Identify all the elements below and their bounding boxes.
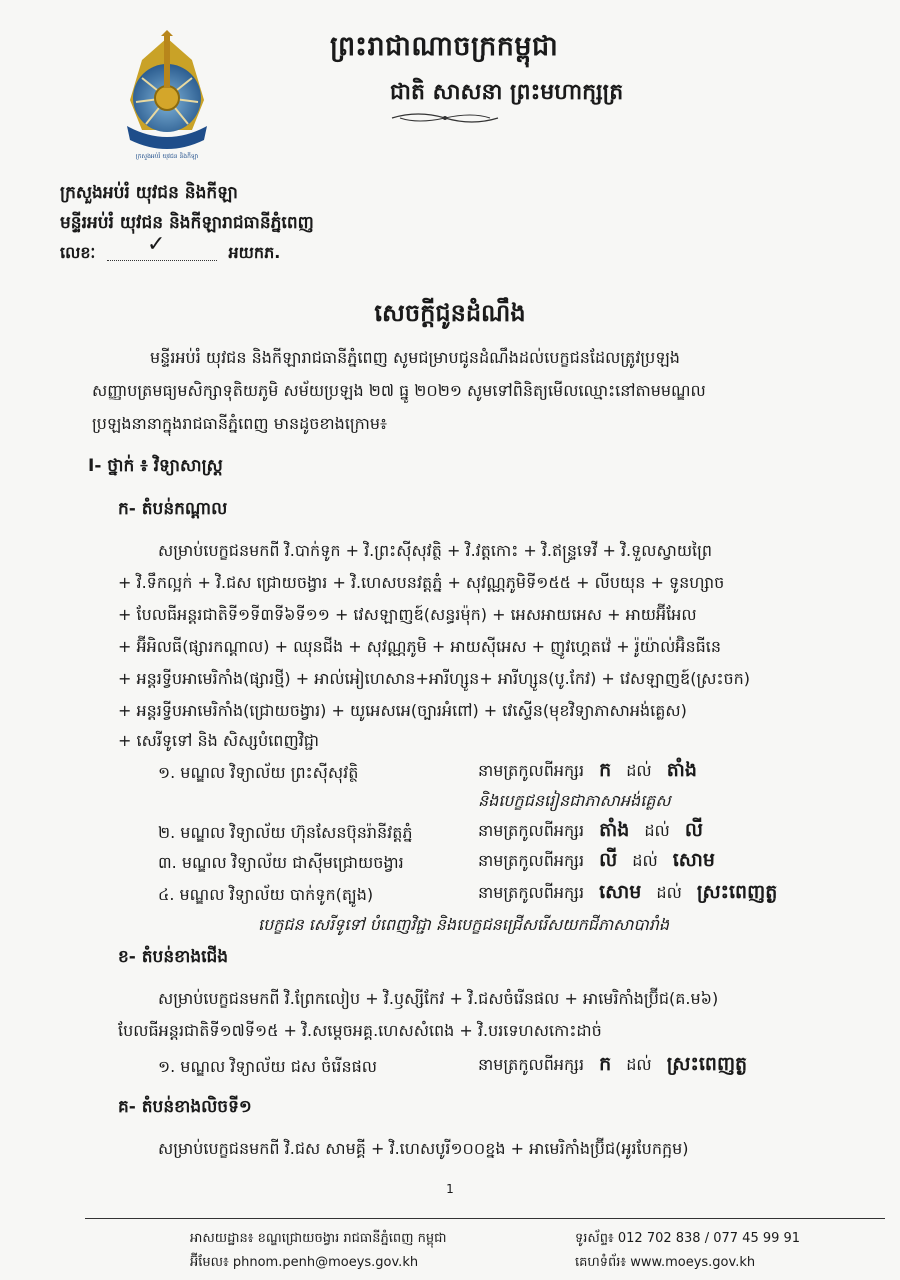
range-to: ស្រះពេញត្ង [696,881,778,903]
ministry-name: ក្រសួងអប់រំ យុវជន និងកីឡា [60,183,238,203]
website-link[interactable]: www.moeys.gov.kh [630,1255,756,1270]
zone1-line-2: + វិ.ទឹកល្អក់ + វិ.ជស ជ្រោយចង្វារ + វិ.ហេសបនវត្តភ្នំ + សុវណ្ណភូមិទី១៥៥ + លីបយុន + ទូនហ្សាច [118,573,725,592]
zone2-line-1: សម្រាប់បេក្ខជនមកពី វិ.ព្រែកលៀប + វិ.ឫស្សីកែវ + វិ.ជសចំរើនផល + អាមេរិកាំងប្រ៊ីជ(គ.ម៦) [158,989,719,1008]
range-to-label: ដល់ [632,851,658,870]
zone1-center-2-name: ២. មណ្ឌល វិទ្យាល័យ ហ៊ុនសែនប៊ុនរ៉ានីវត្តភ្នំ [158,823,413,842]
footer-phone [575,1230,800,1249]
range-label: នាមត្រកូលពីអក្សរ [478,1055,585,1074]
range-to-label: ដល់ [656,883,682,902]
zone1-center-3-range [478,848,715,876]
zone1-line-4: + អ៊ីអិលធី(ផ្សារកណ្តាល) + ឈុនជីង + សុវណ្ណភូមិ + អាយស៊ីអេស + ញូវហ្គេតវ៉េ + រ៉ូយ៉ាល់អ៊ិនធីនេ [118,637,722,656]
zone1-center-3-name: ៣. មណ្ឌល វិទ្យាល័យ ជាស៊ីមជ្រោយចង្វារ [158,853,404,872]
range-to: សោម [672,849,715,871]
zone3-line-1: សម្រាប់បេក្ខជនមកពី វិ.ជស សាមគ្គី + វិ.ហេសបូរី១០០ខ្នង + អាមេរិកាំងប្រ៊ីជ(អូរបែកក្អម) [158,1139,689,1158]
zone1-note-2: បេក្ខជន សេរីទូទៅ បំពេញវិជ្ជា និងបេក្ខជនជ្រើសរើសយកជីភាសាបារាំង [258,915,670,934]
range-from: ក [599,759,612,781]
zone2-title: ខ- តំបន់ខាងជើង [118,947,229,967]
range-label: នាមត្រកូលពីអក្សរ [478,821,585,840]
zone1-center-2-range [478,818,703,846]
phone-label: ទូរស័ព្ទ៖ [575,1231,614,1246]
reference-blank [107,232,217,261]
document-title: សេចក្តីជូនដំណឹង [374,299,526,327]
zone1-line-3: + បែលធីអន្តរជាតិទី១ទី៣ទី៦ទី១១ + វេសឡាញឌ៍(សន្ធរម៉ុក) + អេសអាយអេស + អាយអ៊ីអែល [118,605,697,624]
zone1-note-1: និងបេក្ខជនរៀនជាភាសាអង់គ្លេស [478,791,671,810]
address-label: អាសយដ្ឋាន៖ [190,1231,254,1246]
range-label: នាមត្រកូលពីអក្សរ [478,851,585,870]
reference-number [60,232,281,266]
website-label: គេហទំព័រ៖ [575,1255,627,1270]
intro-line-1: មន្ទីរអប់រំ យុវជន និងកីឡារាជធានីភ្នំពេញ សូមជម្រាបជូនដំណឹងដល់បេក្ខជនដែលត្រូវប្រឡង [150,348,680,367]
footer-email [190,1254,418,1273]
section-heading: I- ថ្នាក់ ៖ វិទ្យាសាស្ត្រ [88,456,223,476]
zone1-center-4-range [478,880,777,908]
range-to: ស្រះពេញត្ង [666,1053,748,1075]
intro-line-3: ប្រឡងនានាក្នុងរាជធានីភ្នំពេញ មានដូចខាងក្រោម៖ [92,414,388,433]
intro-line-2: សញ្ញាបត្រមធ្យមសិក្សាទុតិយភូមិ សម័យប្រឡង ២៧ ធ្នូ ២០២១ សូមទៅពិនិត្យមើលឈ្មោះនៅតាមមណ្ឌល [92,381,706,400]
email-value[interactable]: phnom.penh@moeys.gov.kh [232,1255,419,1270]
zone1-center-4-name: ៤. មណ្ឌល វិទ្យាល័យ បាក់ទូក(ត្បូង) [158,885,374,904]
range-from: ក [599,1053,612,1075]
reference-suffix: អយកភ. [228,243,281,262]
range-label: នាមត្រកូលពីអក្សរ [478,883,585,902]
national-motto: ជាតិ សាសនា ព្រះមហាក្សត្រ [390,80,624,105]
ornament-divider [390,108,500,128]
range-from: សោម [599,881,642,903]
footer-divider [85,1218,885,1219]
address-value: ខណ្ឌជ្រោយចង្វារ រាជធានីភ្នំពេញ កម្ពុជា [257,1231,447,1246]
zone1-center-1-range [478,758,697,786]
range-to: តាំង [666,759,697,781]
department-name: មន្ទីរអប់រំ យុវជន និងកីឡារាជធានីភ្នំពេញ [60,213,314,233]
range-from: តាំង [599,819,630,841]
zone2-line-2: បែលធីអន្តរជាតិទី១៧ទី១៥ + វិ.សម្តេចអគ្គ.ហេសសំពេង + វិ.បរទេហសកោះដាច់ [118,1021,602,1040]
zone1-center-1-name: ១. មណ្ឌល វិទ្យាល័យ ព្រះស៊ីសុវត្ថិ [158,763,359,782]
zone2-center-1-name: ១. មណ្ឌល វិទ្យាល័យ ជស ចំរើនផល [158,1057,378,1076]
zone2-center-1-range [478,1052,747,1080]
range-to-label: ដល់ [644,821,670,840]
range-to-label: ដល់ [626,1055,652,1074]
reference-label: លេខៈ [60,243,96,262]
range-from: លី [599,849,618,871]
logo-caption: ក្រសួងអប់រំ យុវជន និងកីឡា [135,153,199,160]
zone1-title: ក- តំបន់កណ្តាល [118,499,228,519]
zone1-line-6: + អន្តរទ្វីបអាមេរិកាំង(ជ្រោយចង្វារ) + យូអេសអេ(ច្បារអំពៅ) + វេស្ទើន(មុខវិទ្យាភាសាអង់គ្លេស) [118,701,687,720]
zone1-line-5: + អន្តរទ្វីបអាមេរិកាំង(ផ្សារថ្មី) + អាល់អៀហេសាន+អារីហ្សូន+ អារីហ្សូន(បូ.កែវ) + វេសឡាញឌ៍(ស្រះចក) [118,669,751,688]
zone3-title: គ- តំបន់ខាងលិចទី១ [118,1097,252,1117]
footer-address [190,1230,447,1249]
range-to-label: ដល់ [626,761,652,780]
phone-value: 012 702 838 / 077 45 99 91 [617,1231,801,1246]
email-label: អ៊ីមែល៖ [190,1255,229,1270]
ministry-logo [112,30,222,165]
zone1-line-7: + សេរីទូទៅ និង សិស្សបំពេញវិជ្ជា [118,731,320,750]
kingdom-heading: ព្រះរាជាណាចក្រកម្ពុជា [330,31,559,62]
reference-mark: ✓ [146,232,166,257]
page-number: 1 [446,1182,454,1196]
footer-website [575,1254,755,1273]
zone1-line-1: សម្រាប់បេក្ខជនមកពី វិ.បាក់ទូក + វិ.ព្រះស៊ីសុវត្ថិ + វិ.វត្តកោះ + វិ.ឥន្ទ្រទេវី + វិ.ទួលស្វាយព្រៃ [158,541,713,560]
range-to: លី [684,819,703,841]
range-label: នាមត្រកូលពីអក្សរ [478,761,585,780]
